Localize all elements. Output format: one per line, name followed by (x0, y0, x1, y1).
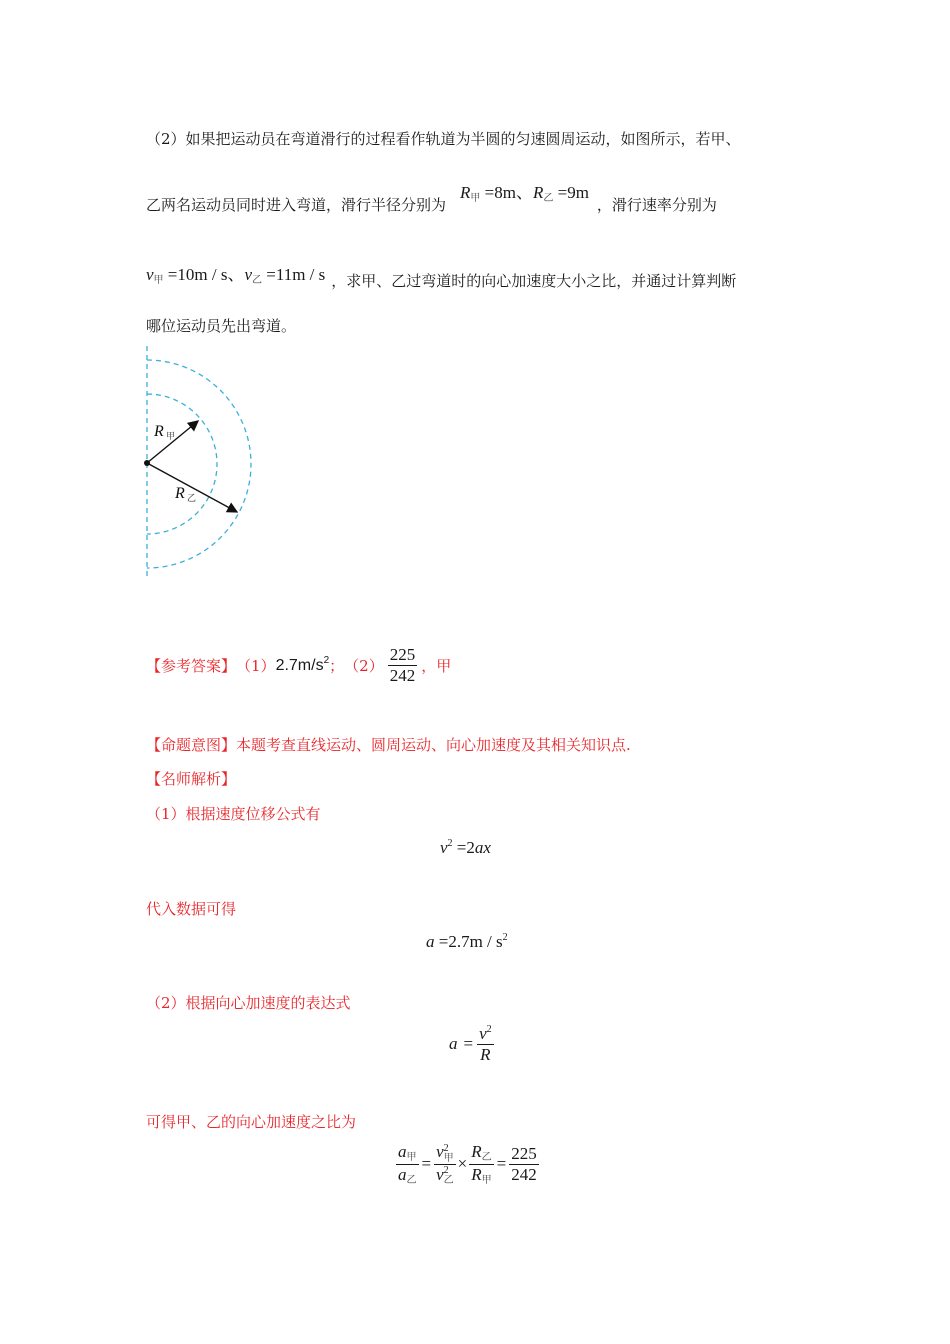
eq4-R: R (471, 1142, 482, 1161)
eq1-rhs: =2 (456, 838, 475, 857)
answer-value-1-text: 2.7m/s (275, 657, 324, 675)
answer-fraction (388, 645, 418, 685)
answer-part-1: （1） (236, 656, 276, 675)
answer-numerator: 225 (389, 645, 416, 664)
problem-line-1: （2）如果把运动员在弯道滑行的过程看作轨道为半圆的匀速圆周运动，如图所示，若甲、 (146, 130, 741, 148)
sub-yi: 乙 (406, 1174, 417, 1186)
sub-jia: 甲 (470, 193, 481, 204)
eq1-sup: 2 (447, 838, 453, 849)
analysis-step-3: （2）根据向心加速度的表达式 (146, 994, 351, 1012)
answer-value-1-sup: 2 (323, 655, 330, 667)
eq4-times: × (457, 1154, 468, 1173)
eq4-sup: 2 (443, 1164, 449, 1176)
v-symbol: v (244, 265, 252, 284)
eq2-rhs: =2.7m / s (438, 932, 503, 951)
eq4-ratio-R (469, 1142, 493, 1186)
eq4-result-num: 225 (511, 1143, 537, 1163)
problem-line-2-text: 乙两名运动员同时进入弯道，滑行半径分别为 (146, 196, 447, 214)
eq4-a: a (398, 1164, 407, 1184)
answer-value-1 (276, 655, 330, 675)
R-jia-sub: 甲 (166, 432, 176, 442)
sub-yi: 乙 (443, 1174, 454, 1186)
sub-jia: 甲 (443, 1152, 454, 1164)
sub-jia: 甲 (153, 275, 164, 286)
answer-part-2: （2） (344, 656, 384, 675)
R-yi-arrow (147, 463, 237, 512)
problem-line-4: 哪位运动员先出弯道。 (146, 317, 297, 335)
sub-yi: 乙 (543, 193, 554, 204)
sub-jia: 甲 (406, 1152, 417, 1163)
intent-text: 本题考查直线运动、圆周运动、向心加速度及其相关知识点. (236, 736, 631, 754)
eq4-result (509, 1144, 539, 1184)
eq2-sup: 2 (502, 932, 508, 943)
eq4-equals: = (421, 1154, 432, 1173)
v-symbol: v (146, 265, 154, 284)
answer-separator: ； (329, 656, 345, 675)
outer-track-arc (147, 360, 251, 568)
eq2-a: a (426, 932, 435, 951)
eq3-num: v (479, 1024, 487, 1043)
radius-values (460, 183, 589, 202)
eq3-equals: = (463, 1034, 474, 1054)
eq3-a: a (449, 1034, 458, 1054)
R-yi-label: R (175, 485, 185, 502)
inner-track-arc (147, 394, 217, 534)
eq3-fraction (477, 1024, 494, 1064)
equation-4 (396, 1142, 539, 1186)
R-symbol: R (460, 183, 471, 202)
analysis-step-4: 可得甲、乙的向心加速度之比为 (146, 1113, 357, 1131)
eq3-den: R (480, 1044, 491, 1064)
eq4-equals: = (496, 1154, 507, 1173)
problem-line-3 (146, 266, 736, 292)
sub-yi: 乙 (252, 275, 262, 286)
analysis-step-1: （1）根据速度位移公式有 (146, 805, 321, 823)
eq4-ratio-a (396, 1142, 419, 1186)
v-jia-value: =10m / s (167, 265, 228, 284)
sub-yi: 乙 (481, 1152, 492, 1163)
intent-label: 【命题意图】 (146, 736, 237, 754)
problem-line-2 (146, 183, 717, 216)
R-jia-value: =8m (484, 183, 516, 202)
eq4-v: v (436, 1164, 444, 1184)
equation-2 (426, 932, 508, 952)
analysis-label: 【名师解析】 (146, 770, 237, 788)
R-jia-label: R (154, 423, 164, 440)
semicircle-track-figure (130, 340, 270, 585)
v-yi-value: =11m / s (266, 265, 326, 284)
eq4-ratio-v (434, 1142, 456, 1185)
answer-label: 【参考答案】 (146, 656, 237, 675)
equation-1 (440, 838, 491, 858)
eq1-ax: ax (474, 838, 491, 857)
separator: 、 (515, 183, 533, 202)
question-intent (146, 734, 631, 755)
R-symbol: R (532, 183, 544, 202)
answer-tail: ，甲 (421, 656, 452, 675)
eq4-result-den: 242 (511, 1164, 537, 1184)
eq1-v: v (440, 838, 448, 857)
center-point (144, 460, 150, 466)
sub-jia: 甲 (481, 1174, 492, 1186)
eq3-num-sup: 2 (486, 1024, 492, 1035)
answer-denominator: 242 (389, 665, 416, 685)
separator: 、 (227, 265, 245, 284)
speed-values (146, 265, 325, 284)
eq4-sup: 2 (443, 1142, 449, 1154)
eq4-a: a (398, 1142, 407, 1161)
problem-line-3-tail: ，求甲、乙过弯道时的向心加速度大小之比，并通过计算判断 (331, 272, 737, 290)
eq4-R: R (471, 1164, 482, 1184)
R-yi-value: =9m (557, 183, 589, 202)
R-yi-sub: 乙 (187, 494, 197, 504)
problem-line-2-tail: ，滑行速率分别为 (596, 196, 717, 214)
reference-answer (146, 645, 451, 685)
equation-3 (449, 1024, 494, 1064)
eq4-v: v (436, 1142, 444, 1162)
analysis-step-2: 代入数据可得 (146, 900, 237, 918)
